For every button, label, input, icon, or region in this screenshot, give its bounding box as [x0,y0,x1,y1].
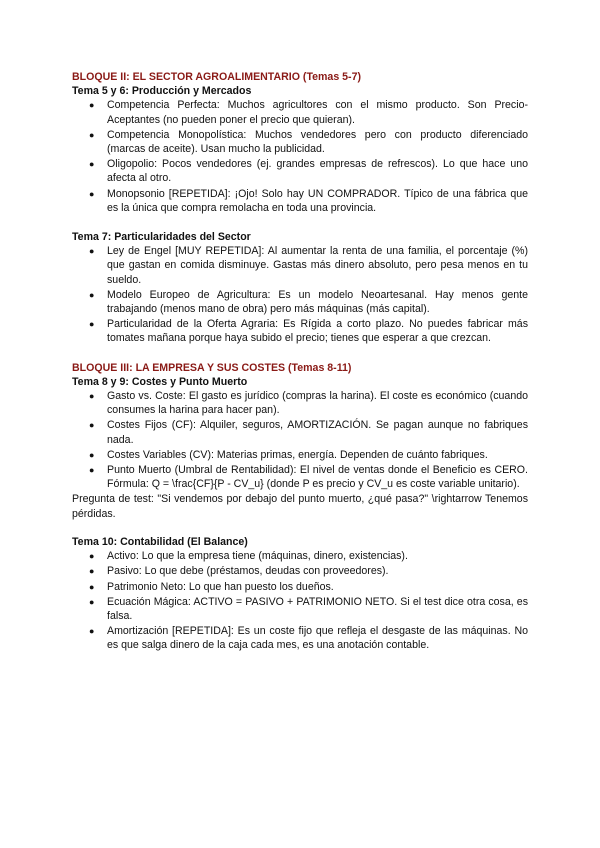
list-item [89,624,528,652]
list-item [89,580,528,594]
bullet-icon: ● [89,566,95,577]
bullet-icon: ● [89,581,95,592]
bullet-icon: ● [89,100,95,111]
list-item-text: Competencia Monopolística: Muchos vendedores pero con producto diferenciado (marcas de aceite). Usan mucho la publicidad. [107,128,528,156]
bullet-list [72,389,528,491]
bullet-icon: ● [89,319,95,330]
section-heading-bloque-3: BLOQUE III: LA EMPRESA Y SUS COSTES (Temas 8-11) [72,361,352,374]
list-item [89,288,528,316]
tema-heading: Tema 8 y 9: Costes y Punto Muerto [72,375,248,388]
list-item-text: Punto Muerto (Umbral de Rentabilidad): El nivel de ventas donde el Beneficio es CERO. Fórmula: Q = \frac{CF}{P - CV_u} (donde P es precio y CV_u es coste variable unitario). [107,464,528,491]
bullet-list [72,98,528,215]
list-item-text: Pasivo: Lo que debe (préstamos, deudas con proveedores). [107,565,389,578]
tema-heading: Tema 10: Contabilidad (El Balance) [72,535,248,548]
list-item [89,317,528,345]
list-item [89,98,528,126]
list-item-text: Patrimonio Neto: Lo que han puesto los dueños. [107,580,334,593]
bullet-icon: ● [89,449,95,460]
bullet-icon: ● [89,626,95,637]
bullet-icon: ● [89,465,95,476]
bullet-icon: ● [89,289,95,300]
bullet-icon: ● [89,188,95,199]
list-item [89,389,528,417]
bullet-icon: ● [89,551,95,562]
test-question-text: Pregunta de test: "Si vendemos por debajo del punto muerto, ¿qué pasa?" \rightarrow Tenemos pérdidas. [72,493,528,520]
list-item [89,463,528,491]
bullet-icon: ● [89,246,95,257]
tema-heading: Tema 5 y 6: Producción y Mercados [72,85,252,98]
list-item [89,448,528,462]
list-item-text: Modelo Europeo de Agricultura: Es un modelo Neoartesanal. Hay menos gente trabajando (menos mano de obra) pero más máquinas (más capital). [107,288,528,316]
bullet-icon: ● [89,129,95,140]
list-item-text: Oligopolio: Pocos vendedores (ej. grandes empresas de refrescos). Lo que hace uno afecta al otro. [107,158,528,185]
bullet-list [72,549,528,652]
list-item [89,564,528,578]
list-item [89,595,528,623]
list-item-text: Gasto vs. Coste: El gasto es jurídico (compras la harina). El coste es económico (cuando consumes la harina para hacer pan). [107,390,528,417]
bullet-icon: ● [89,391,95,402]
list-item-text: Activo: Lo que la empresa tiene (máquinas, dinero, existencias). [107,550,408,563]
list-item-text: Monopsonio [REPETIDA]: ¡Ojo! Solo hay UN COMPRADOR. Típico de una fábrica que es la única que compra remolacha en toda una provincia. [107,187,528,214]
list-item-text: Ley de Engel [MUY REPETIDA]: Al aumentar la renta de una familia, el porcentaje (%) que gastan en comida disminuye. Gastas más dinero absoluto, pero pesa menos en tu sueldo. [107,245,528,286]
list-item-text: Particularidad de la Oferta Agraria: Es Rígida a corto plazo. No puedes fabricar más tomates mañana porque haya subido el precio; tienes que esperar a que crezcan. [107,318,528,345]
bullet-icon: ● [89,596,95,607]
bullet-list [72,244,528,345]
tema-heading: Tema 7: Particularidades del Sector [72,231,251,244]
list-item [89,549,528,563]
list-item [89,157,528,185]
list-item [89,244,528,287]
list-item-text: Amortización [REPETIDA]: Es un coste fijo que refleja el desgaste de las máquinas. No es que salga dinero de la caja cada mes, es una anotación contable. [107,625,528,652]
bullet-icon: ● [89,420,95,431]
list-item-text: Costes Fijos (CF): Alquiler, seguros, AMORTIZACIÓN. Se pagan aunque no fabriques nada. [107,419,528,446]
list-item-text: Costes Variables (CV): Materias primas, energía. Dependen de cuánto fabriques. [107,448,488,461]
list-item [89,418,528,446]
list-item [89,128,528,156]
list-item-text: Ecuación Mágica: ACTIVO = PASIVO + PATRIMONIO NETO. Si el test dice otra cosa, es falsa. [107,595,528,622]
list-item [89,187,528,215]
list-item-text: Competencia Perfecta: Muchos agricultores con el mismo producto. Son Precio-Aceptantes (no pueden poner el precio que quieran). [107,99,528,126]
bullet-icon: ● [89,159,95,170]
section-heading-bloque-2: BLOQUE II: EL SECTOR AGROALIMENTARIO (Temas 5-7) [72,71,361,83]
